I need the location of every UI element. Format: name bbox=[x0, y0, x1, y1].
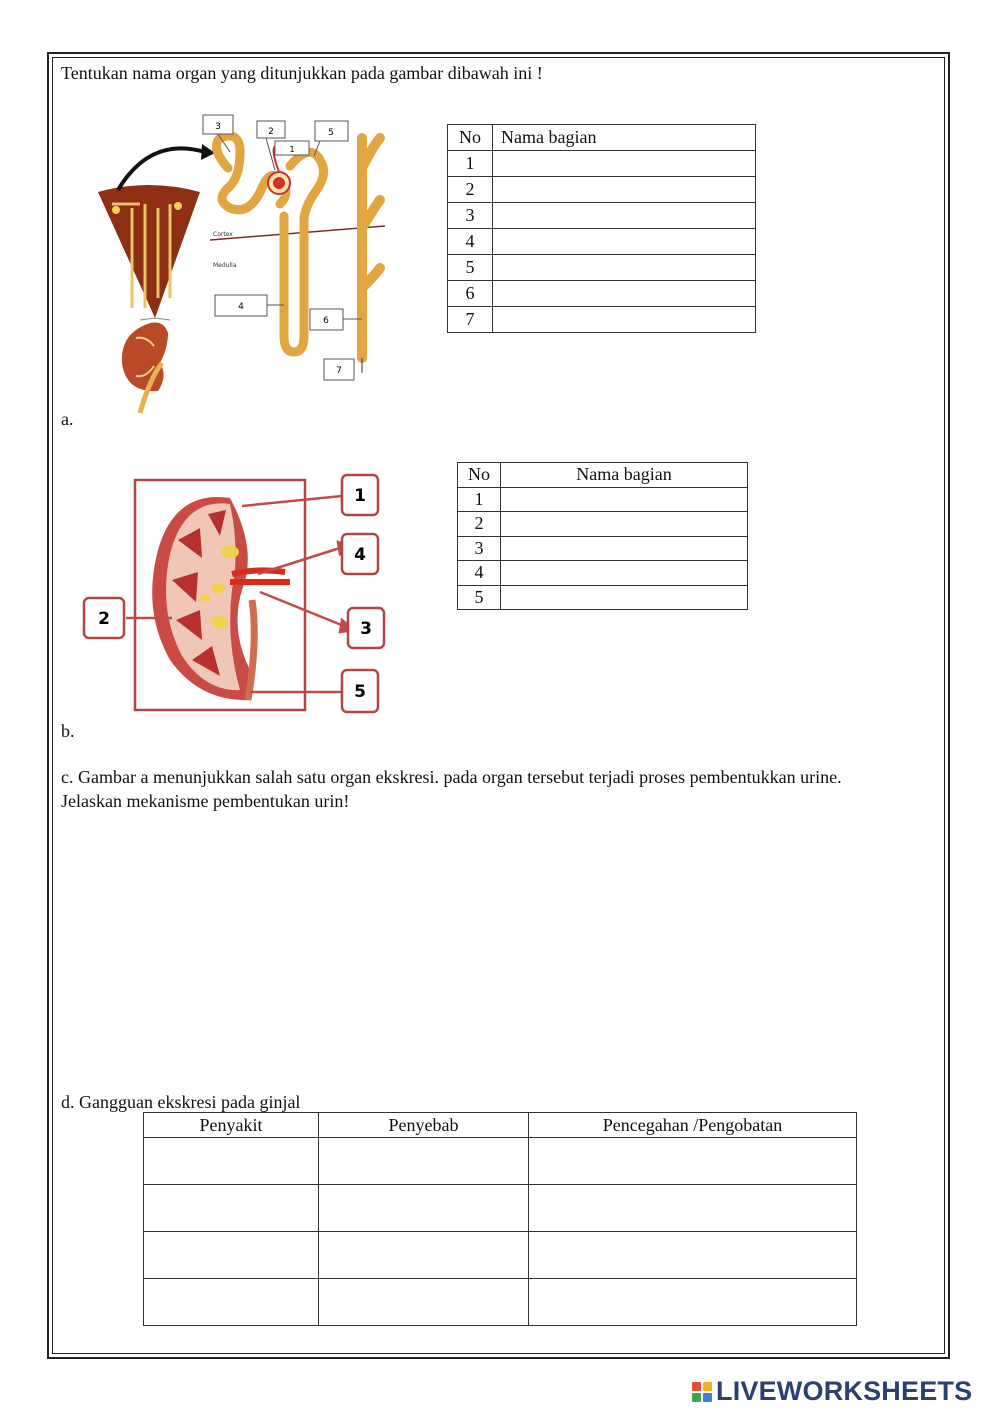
collecting-duct bbox=[362, 138, 380, 358]
svg-text:3: 3 bbox=[360, 619, 372, 639]
liveworksheets-mark-icon bbox=[692, 1382, 712, 1402]
table-d-cell-penyebab[interactable] bbox=[319, 1138, 528, 1184]
svg-text:5: 5 bbox=[328, 128, 334, 138]
instruction-text: Tentukan nama organ yang ditunjukkan pada gambar dibawah ini ! bbox=[61, 63, 543, 83]
table-a-row-number: 3 bbox=[448, 203, 493, 229]
section-a-label: a. bbox=[61, 409, 74, 429]
mark-square-e bbox=[703, 1393, 712, 1402]
table-b-row-number: 1 bbox=[458, 487, 501, 512]
table-d-cell-pencegahan[interactable] bbox=[529, 1138, 856, 1184]
svg-text:7: 7 bbox=[336, 366, 342, 376]
table-a-answer-field[interactable] bbox=[501, 203, 755, 228]
svg-text:3: 3 bbox=[215, 122, 221, 132]
table-b-answer-field[interactable] bbox=[501, 537, 747, 561]
table-d-cell-penyebab[interactable] bbox=[319, 1232, 528, 1278]
svg-text:1: 1 bbox=[354, 486, 366, 506]
table-d bbox=[143, 1112, 857, 1326]
nephron-tubule bbox=[216, 136, 323, 352]
table-d-cell-penyakit[interactable] bbox=[144, 1279, 318, 1325]
table-a-answer-field[interactable] bbox=[501, 229, 755, 254]
kidney-label-5 bbox=[342, 670, 378, 712]
table-b-row-number: 4 bbox=[458, 561, 501, 586]
table-a-answer-field[interactable] bbox=[501, 177, 755, 202]
table-d-header-pencegahan: Pencegahan /Pengobatan bbox=[529, 1113, 857, 1138]
medulla-label: Medulla bbox=[213, 262, 237, 269]
table-a-row-number: 4 bbox=[448, 229, 493, 255]
liveworksheets-wordmark: LIVEWORKSHEETS bbox=[716, 1376, 973, 1406]
table-b-row-number: 2 bbox=[458, 512, 501, 537]
kidney-section-diagram bbox=[80, 470, 390, 720]
table-d-cell-penyebab[interactable] bbox=[319, 1185, 528, 1231]
table-a-row-number: 6 bbox=[448, 281, 493, 307]
table-b-answer-field[interactable] bbox=[501, 488, 747, 512]
table-d-cell-pencegahan[interactable] bbox=[529, 1185, 856, 1231]
question-c-line1: c. Gambar a menunjukkan salah satu organ ekskresi. pada organ tersebut terjadi proses pembentukkan urine. bbox=[61, 767, 842, 787]
table-a-row-number: 2 bbox=[448, 177, 493, 203]
table-d-cell-penyakit[interactable] bbox=[144, 1232, 318, 1278]
svg-text:4: 4 bbox=[238, 302, 244, 312]
table-a-answer-field[interactable] bbox=[501, 281, 755, 306]
table-a bbox=[447, 124, 756, 333]
mark-square-l bbox=[692, 1382, 701, 1391]
section-b-label: b. bbox=[61, 721, 75, 741]
nephron-label-5 bbox=[314, 121, 348, 156]
table-a-answer-field[interactable] bbox=[501, 307, 755, 332]
table-d-cell-penyakit[interactable] bbox=[144, 1138, 318, 1184]
table-a-answer-field[interactable] bbox=[501, 255, 755, 280]
kidney-label-4 bbox=[342, 534, 378, 574]
table-d-header-penyakit: Penyakit bbox=[144, 1113, 319, 1138]
table-b-row-number: 5 bbox=[458, 585, 501, 610]
kidney-icon bbox=[122, 322, 168, 391]
nephron-label-4 bbox=[215, 295, 284, 316]
nephron-diagram bbox=[80, 108, 390, 418]
svg-text:5: 5 bbox=[354, 682, 366, 702]
mark-square-i bbox=[703, 1382, 712, 1391]
table-d-cell-penyakit[interactable] bbox=[144, 1185, 318, 1231]
table-a-row-number: 1 bbox=[448, 151, 493, 177]
table-b-answer-field[interactable] bbox=[501, 512, 747, 536]
table-d-header-penyebab: Penyebab bbox=[319, 1113, 529, 1138]
table-a-row-number: 5 bbox=[448, 255, 493, 281]
table-d-cell-pencegahan[interactable] bbox=[529, 1279, 856, 1325]
table-b-answer-field[interactable] bbox=[501, 586, 747, 610]
table-a-row-number: 7 bbox=[448, 307, 493, 333]
question-c-line2: Jelaskan mekanisme pembentukan urin! bbox=[61, 791, 350, 811]
table-d-cell-pencegahan[interactable] bbox=[529, 1232, 856, 1278]
mark-square-v bbox=[692, 1393, 701, 1402]
nephron-label-6 bbox=[310, 309, 362, 330]
table-b-answer-field[interactable] bbox=[501, 561, 747, 585]
svg-text:4: 4 bbox=[354, 545, 366, 565]
question-c-answer-area[interactable] bbox=[61, 820, 941, 1080]
svg-text:1: 1 bbox=[289, 145, 295, 154]
table-d-cell-penyebab[interactable] bbox=[319, 1279, 528, 1325]
question-d-title: d. Gangguan ekskresi pada ginjal bbox=[61, 1092, 301, 1112]
kidney-label-2 bbox=[84, 598, 124, 638]
cortex-label: Cortex bbox=[213, 231, 233, 238]
table-a-header-no: No bbox=[448, 125, 493, 151]
kidney-label-3 bbox=[348, 608, 384, 648]
svg-text:6: 6 bbox=[323, 316, 329, 326]
nephron-label-1 bbox=[275, 141, 309, 155]
table-a-header-name: Nama bagian bbox=[493, 125, 756, 151]
nephron-label-7 bbox=[324, 359, 354, 380]
liveworksheets-logo[interactable] bbox=[692, 1376, 972, 1407]
table-b bbox=[457, 462, 748, 610]
svg-text:2: 2 bbox=[268, 127, 274, 137]
table-b-header-name: Nama bagian bbox=[501, 463, 748, 488]
table-b-header-no: No bbox=[458, 463, 501, 488]
kidney-label-1 bbox=[342, 475, 378, 515]
table-a-answer-field[interactable] bbox=[501, 151, 755, 176]
table-b-row-number: 3 bbox=[458, 536, 501, 561]
svg-text:2: 2 bbox=[98, 609, 110, 629]
ureter bbox=[248, 600, 254, 700]
